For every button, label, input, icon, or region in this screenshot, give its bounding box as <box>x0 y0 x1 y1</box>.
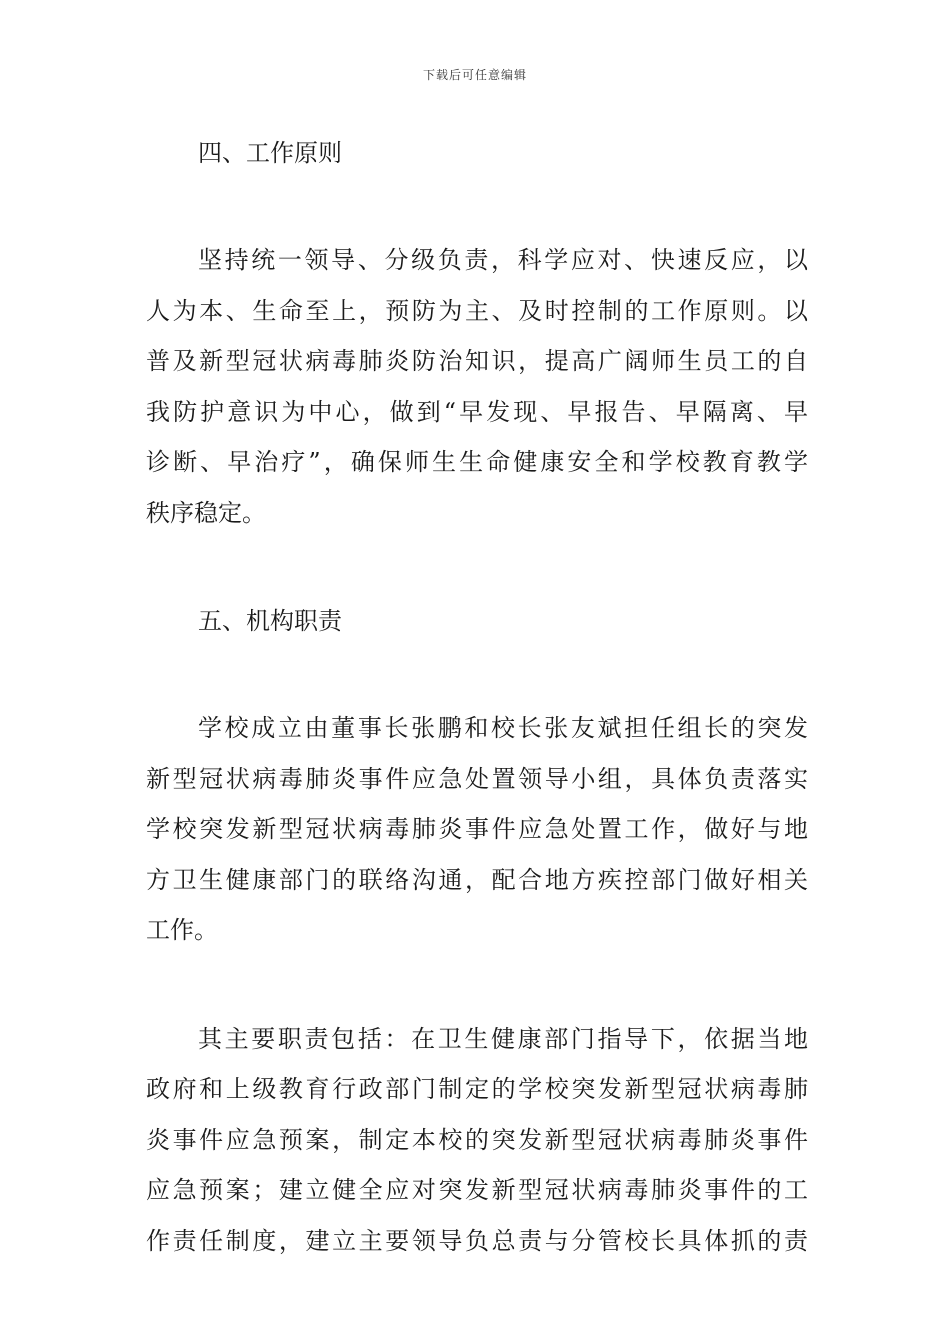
paragraph-main-duties <box>146 1014 808 1267</box>
page-header-note: 下载后可任意编辑 <box>422 68 527 82</box>
text-line: 秩序稳定。 <box>146 498 266 527</box>
text-line: 学校成立由董事长张鹏和校长张友斌担任组长的突发 <box>198 714 808 742</box>
text-line: 我防护意识为中心，做到“早发现、早报告、早隔离、早 <box>146 397 808 426</box>
section-heading-principles: 四、工作原则 <box>198 139 342 167</box>
text-line: 应急预案；建立健全应对突发新型冠状病毒肺炎事件的工 <box>146 1176 808 1204</box>
text-line: 作责任制度，建立主要领导负总责与分管校长具体抓的责 <box>146 1226 808 1255</box>
text-line: 政府和上级教育行政部门制定的学校突发新型冠状病毒肺 <box>146 1075 808 1103</box>
text-line: 诊断、早治疗”，确保师生生命健康安全和学校教育教学 <box>146 448 808 476</box>
text-line: 新型冠状病毒肺炎事件应急处置领导小组，具体负责落实 <box>146 764 808 793</box>
text-line: 坚持统一领导、分级负责，科学应对、快速反应，以 <box>198 246 808 274</box>
document-body <box>146 128 808 1266</box>
text-line: 学校突发新型冠状病毒肺炎事件应急处置工作，做好与地 <box>146 815 808 843</box>
text-line: 其主要职责包括：在卫生健康部门指导下，依据当地 <box>198 1024 808 1053</box>
text-line: 方卫生健康部门的联络沟通，配合地方疾控部门做好相关 <box>146 865 808 894</box>
text-line: 普及新型冠状病毒肺炎防治知识，提高广阔师生员工的自 <box>146 347 808 375</box>
text-line: 人为本、生命至上，预防为主、及时控制的工作原则。以 <box>146 296 808 325</box>
paragraph-leadership-group <box>146 703 808 956</box>
text-line: 炎事件应急预案，制定本校的突发新型冠状病毒肺炎事件 <box>146 1125 808 1154</box>
section-heading-responsibilities: 五、机构职责 <box>198 607 342 635</box>
text-line: 工作。 <box>146 916 218 944</box>
paragraph-principles <box>146 235 808 538</box>
